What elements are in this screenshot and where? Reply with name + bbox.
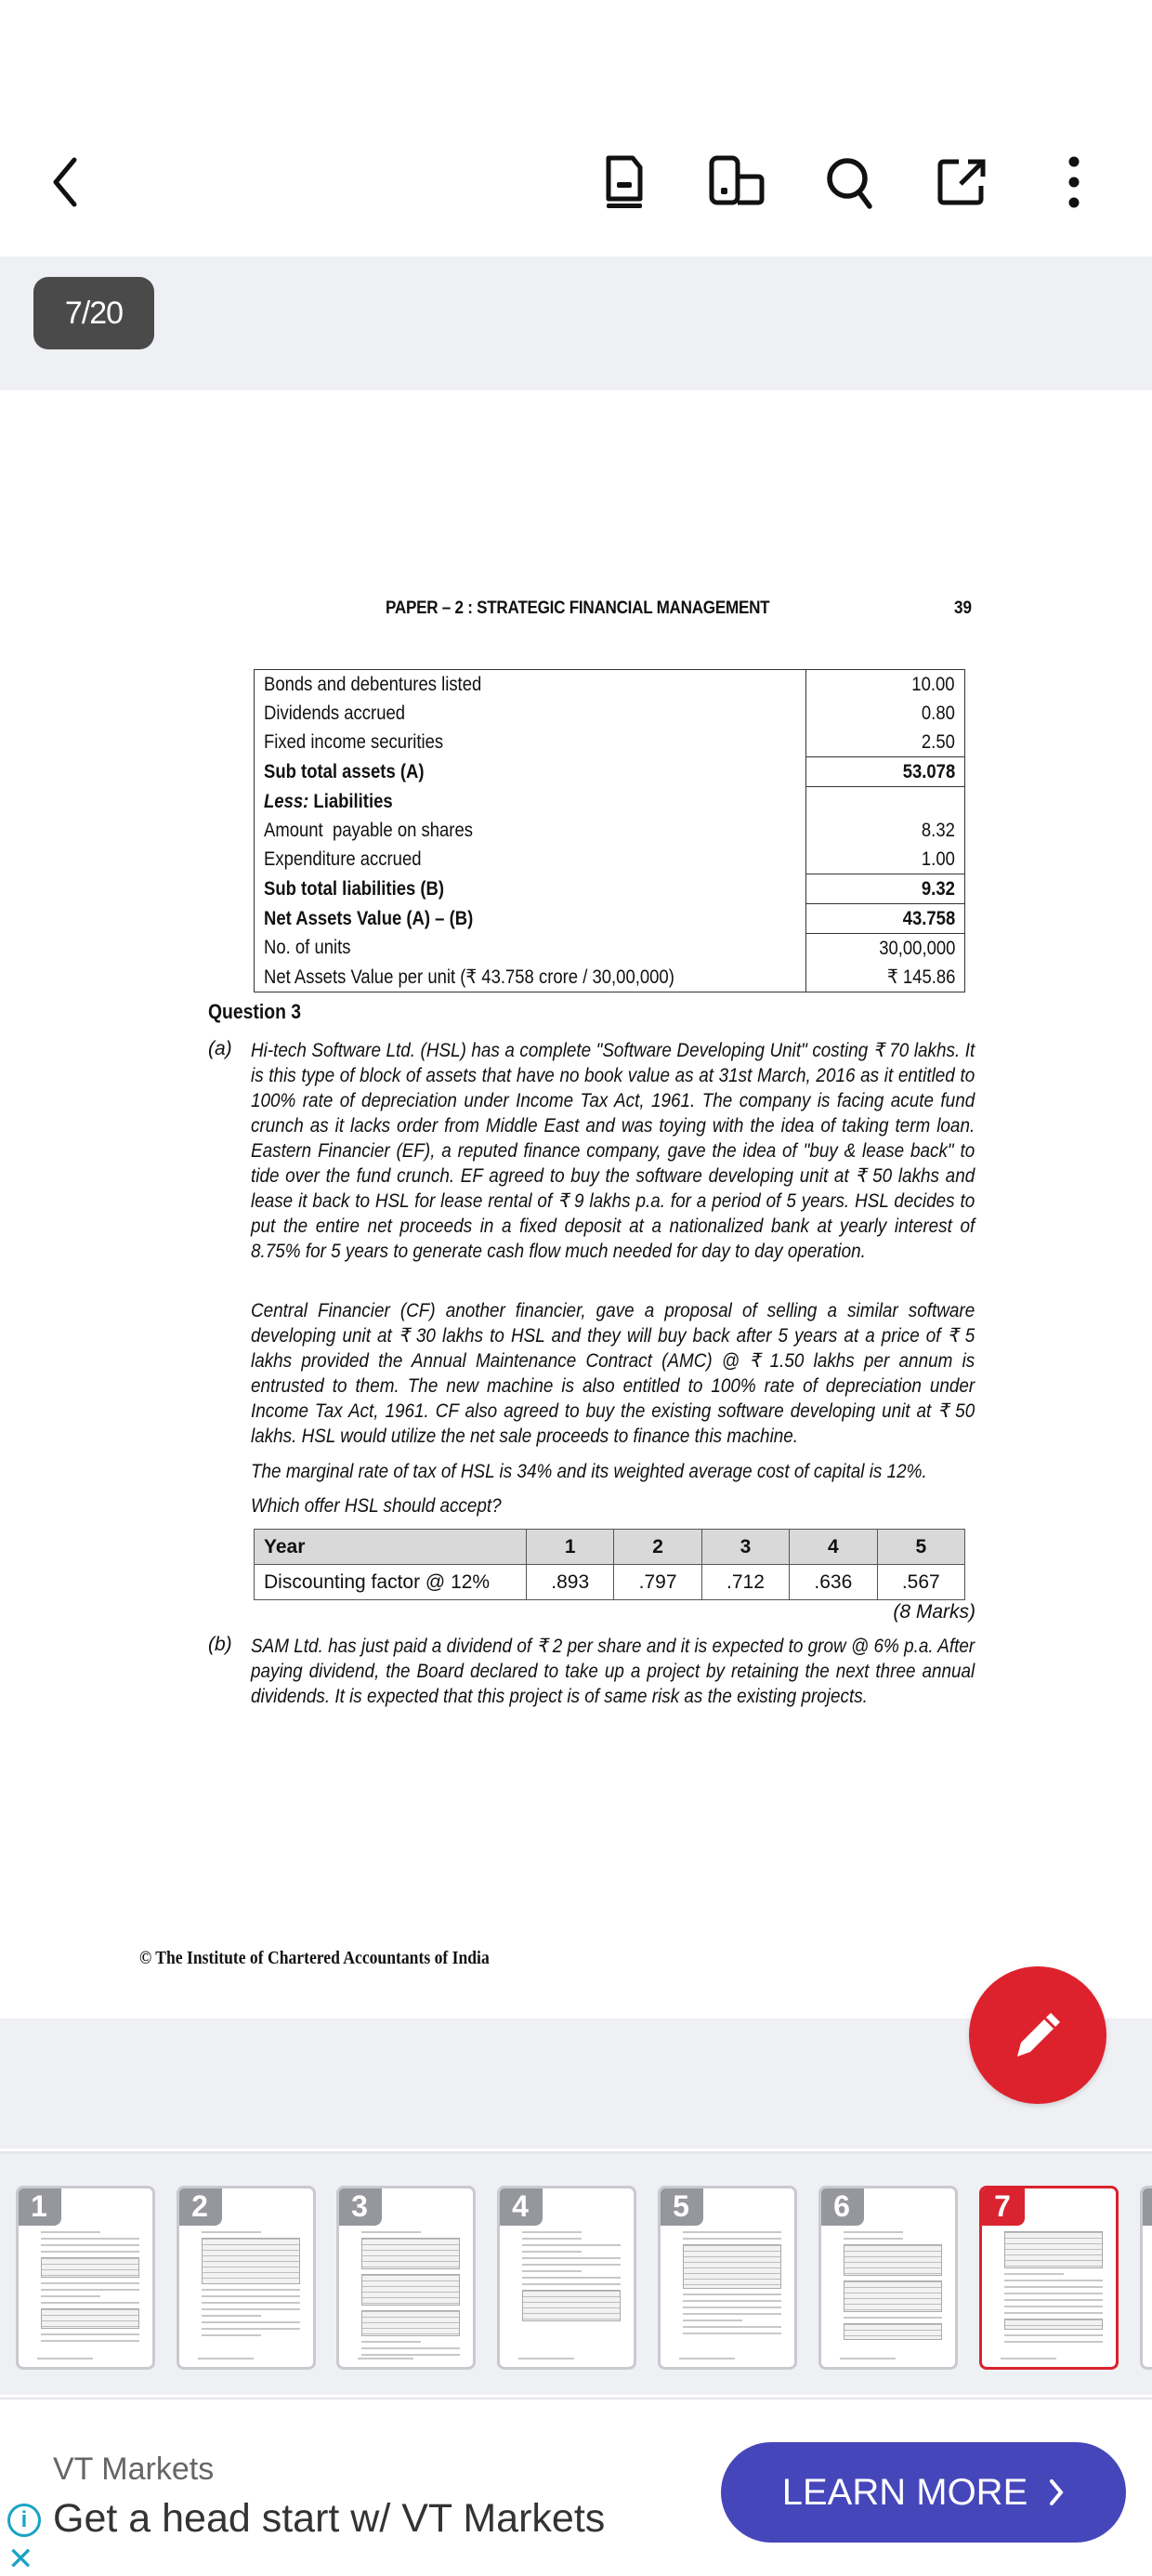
app-bar bbox=[0, 0, 1152, 256]
back-button[interactable] bbox=[32, 149, 98, 216]
page-layout-button[interactable] bbox=[704, 149, 771, 216]
part-b-label: (b) bbox=[208, 1634, 232, 1655]
share-icon bbox=[936, 156, 988, 208]
part-a-paragraph-2: Central Financier (CF) another financier, gave a proposal of selling a similar software developing unit at ₹ 30 lakhs to HSL and they will buy back after 5 years at a price of ₹ 5 lakhs provided the Annual Maintenance Contract (AMC) @ ₹ 1.50 lakhs per annum is entrusted to them. The new machine is also entitled to 100% rate of depreciation under Income Tax Act, 1961. CF also agreed to buy the existing software developing unit at ₹ 50 lakhs. HSL would utilize the net sale proceeds to finance this machine. bbox=[251, 1300, 975, 1447]
nav-calculation-table bbox=[254, 669, 965, 992]
page-layout-icon bbox=[708, 154, 767, 210]
page-thumbnail-current[interactable]: 7 bbox=[979, 2186, 1119, 2370]
table-row: Bonds and debentures listed 10.00 bbox=[255, 670, 965, 700]
page-thumbnail[interactable] bbox=[1140, 2186, 1152, 2370]
page-thumbnail[interactable]: 6 bbox=[818, 2186, 958, 2370]
part-a-paragraph-3: The marginal rate of tax of HSL is 34% and its weighted average cost of capital is 12%. bbox=[251, 1461, 927, 1482]
table-row: No. of units 30,00,000 bbox=[255, 933, 965, 963]
search-button[interactable] bbox=[818, 149, 884, 216]
table-row: Amount payable on shares 8.32 bbox=[255, 816, 965, 845]
running-head: PAPER – 2 : STRATEGIC FINANCIAL MANAGEMENT bbox=[386, 598, 770, 618]
page-thumbnail[interactable]: 1 bbox=[16, 2186, 155, 2370]
chevron-right-icon bbox=[1048, 2477, 1065, 2507]
annotate-button[interactable] bbox=[969, 1966, 1106, 2104]
copyright-footer: © The Institute of Chartered Accountants of India bbox=[139, 1948, 490, 1968]
table-row-subtotal: Sub total assets (A) 53.078 bbox=[255, 757, 965, 787]
page-indicator: 7/20 bbox=[33, 277, 154, 349]
close-icon[interactable]: ✕ bbox=[7, 2542, 34, 2576]
part-a-question: Which offer HSL should accept? bbox=[251, 1495, 502, 1517]
page-thumbnail[interactable]: 2 bbox=[177, 2186, 316, 2370]
learn-more-button[interactable]: LEARN MORE bbox=[721, 2442, 1126, 2543]
table-row-total: Net Assets Value (A) – (B) 43.758 bbox=[255, 903, 965, 933]
marks-label: (8 Marks) bbox=[893, 1601, 975, 1623]
reading-mode-button[interactable] bbox=[591, 149, 658, 216]
page-number: 39 bbox=[954, 598, 973, 618]
page-thumbnail[interactable]: 4 bbox=[497, 2186, 636, 2370]
table-row: Net Assets Value per unit (₹ 43.758 crore / 30,00,000) ₹ 145.86 bbox=[255, 963, 965, 992]
page-indicator-strip bbox=[0, 256, 1152, 390]
document-page bbox=[0, 390, 1152, 2018]
table-header-row: Year 1 2 3 4 5 bbox=[255, 1530, 965, 1565]
part-a-label: (a) bbox=[208, 1038, 232, 1059]
page-thumbnail-strip[interactable] bbox=[0, 2151, 1152, 2395]
pencil-icon bbox=[1010, 2007, 1066, 2063]
table-row: Discounting factor @ 12% .893 .797 .712 .636 .567 bbox=[255, 1565, 965, 1600]
ad-brand: VT Markets bbox=[53, 2451, 215, 2487]
info-icon[interactable]: i bbox=[7, 2504, 41, 2537]
table-row-subtotal: Sub total liabilities (B) 9.32 bbox=[255, 874, 965, 903]
table-row: Fixed income securities 2.50 bbox=[255, 728, 965, 757]
more-options-button[interactable] bbox=[1041, 149, 1107, 216]
page-thumbnail[interactable]: 5 bbox=[658, 2186, 797, 2370]
part-a-paragraph-1: Hi-tech Software Ltd. (HSL) has a complete "Software Developing Unit" costing ₹ 70 lakhs. It is this type of block of assets that have no book value as at 31st March, 2016 as it entitled to 100% rate of depreciation under Income Tax Act, 1961. The company is facing acute fund crunch as it lacks order from Middle East and was toying with the idea of taking term loan. Eastern Financier (EF), a reputed finance company, gave the idea of "buy & lease back" to tide over the fund crunch. EF agreed to buy the software developing unit at ₹ 50 lakhs and lease it back to HSL for lease rental of ₹ 9 lakhs p.a. for a period of 5 years. HSL decides to put the entire net proceeds in a fixed deposit at a nationalized bank at yearly interest of 8.75% for 5 years to generate cash flow much needed for day to day operation. bbox=[251, 1040, 975, 1262]
search-icon bbox=[825, 154, 877, 210]
ad-banner[interactable] bbox=[0, 2398, 1152, 2576]
part-b-paragraph: SAM Ltd. has just paid a dividend of ₹ 2 per share and it is expected to grow @ 6% p.a. After paying dividend, the Board declared to take up a project by retaining the next three annual dividends. It is expected that this project is of same risk as the existing projects. bbox=[251, 1636, 975, 1707]
table-row: Dividends accrued 0.80 bbox=[255, 699, 965, 728]
question-title: Question 3 bbox=[208, 1000, 302, 1023]
page-thumbnail[interactable]: 3 bbox=[336, 2186, 476, 2370]
chevron-left-icon bbox=[46, 156, 84, 208]
table-row-heading: Less: Liabilities bbox=[255, 787, 965, 816]
ad-headline: Get a head start w/ VT Markets bbox=[53, 2496, 606, 2541]
discount-factor-table bbox=[254, 1529, 965, 1600]
share-button[interactable] bbox=[929, 149, 996, 216]
table-row: Expenditure accrued 1.00 bbox=[255, 845, 965, 874]
reading-mode-icon bbox=[601, 154, 648, 210]
more-options-icon bbox=[1065, 154, 1083, 210]
